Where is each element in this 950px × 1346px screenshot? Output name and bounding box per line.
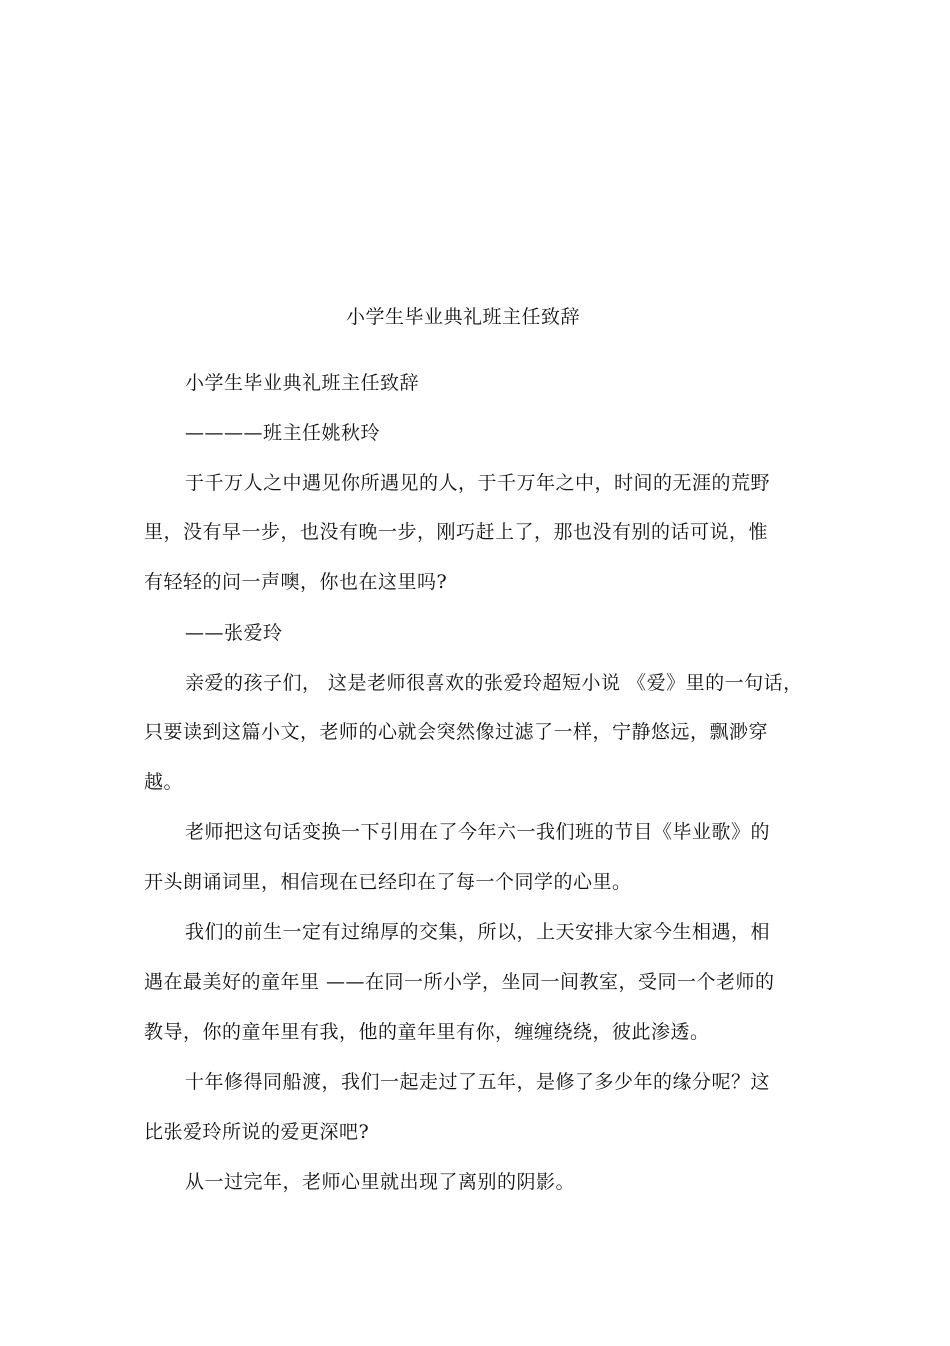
paragraph-2-line-1: 老师把这句话变换一下引用在了今年六一我们班的节目《毕业歌》的 <box>185 821 771 843</box>
subtitle-line: 小学生毕业典礼班主任致辞 <box>185 372 420 394</box>
quote-line-1: 于千万人之中遇见你所遇见的人，于千万年之中，时间的无涯的荒野 <box>185 472 771 494</box>
quote-line-2: 里，没有早一步，也没有晚一步，刚巧赶上了，那也没有别的话可说，惟 <box>144 521 769 543</box>
paragraph-3-line-1: 我们的前生一定有过绵厚的交集，所以，上天安排大家今生相遇，相 <box>185 921 771 943</box>
document-title: 小学生毕业典礼班主任致辞 <box>345 306 580 328</box>
paragraph-3-line-2: 遇在最美好的童年里 ——在同一所小学，坐同一间教室，受同一个老师的 <box>144 971 775 993</box>
quote-attribution: ——张爱玲 <box>185 622 283 644</box>
paragraph-1-line-1: 亲爱的孩子们， 这是老师很喜欢的张爱玲超短小说 《爱》里的一句话， <box>185 672 803 694</box>
author-line: ————班主任姚秋玲 <box>185 422 381 444</box>
quote-line-3: 有轻轻的问一声噢，你也在这里吗? <box>144 571 448 593</box>
paragraph-3-line-3: 教导，你的童年里有我，他的童年里有你，缠缠绕绕，彼此渗透。 <box>144 1021 710 1043</box>
paragraph-1-line-2: 只要读到这篇小文，老师的心就会突然像过滤了一样，宁静悠远，飘渺穿 <box>144 721 769 743</box>
paragraph-2-line-2: 开头朗诵词里，相信现在已经印在了每一个同学的心里。 <box>144 871 632 893</box>
paragraph-1-line-3: 越。 <box>144 771 184 793</box>
paragraph-4-line-2: 比张爱玲所说的爱更深吧? <box>144 1121 370 1143</box>
paragraph-4-line-1: 十年修得同船渡，我们一起走过了五年，是修了多少年的缘分呢？这 <box>185 1071 771 1093</box>
paragraph-5-line-1: 从一过完年，老师心里就出现了离别的阴影。 <box>185 1171 576 1193</box>
